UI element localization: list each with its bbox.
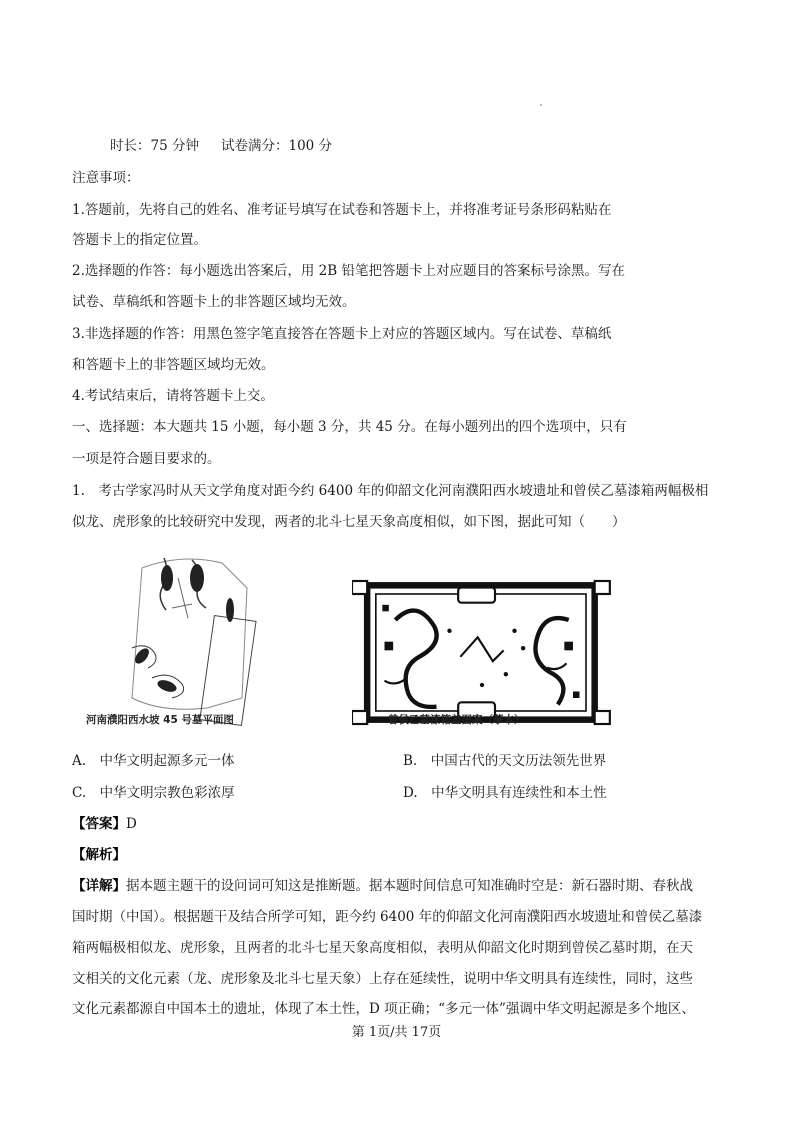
option-d[interactable]: D. 中华文明具有连续性和本土性 (403, 785, 607, 801)
detail-line: 【详解】据本题主题干的设问词可知这是推断题。据本题时间信息可知准确时空是：新石器时期、春秋战 (72, 878, 693, 894)
tomb-plan-figure (112, 548, 272, 733)
detail-line: 文相关的文化元素（龙、虎形象及北斗七星天象）上存在延续性，说明中华文明具有连续性，同时，这些 (72, 971, 693, 987)
detail-line: 文化元素都源自中国本土的遗址，体现了本土性，D 项正确；“多元一体”强调中华文明起源是多个地区、 (72, 1001, 695, 1017)
detail-line: 箱两幅极相似龙、虎形象，且两者的北斗七星天象高度相似，表明从仰韶文化时期到曾侯乙墓时期，在天 (72, 940, 693, 956)
figure-right-caption: 曾侯乙墓漆箱盖图案（摹本） (388, 714, 525, 726)
note-line: 答题卡上的指定位置。 (72, 232, 207, 248)
option-a[interactable]: A. 中华文明起源多元一体 (72, 753, 235, 769)
answer-value: D (126, 816, 137, 832)
question-stem: 1. 考古学家冯时从天文学角度对距今约 6400 年的仰韶文化河南濮阳西水坡遗址和曾侯乙墓漆箱两幅极相 (72, 483, 709, 499)
exam-meta (110, 137, 332, 155)
note-line: 3.非选择题的作答：用黑色签字笔直接答在答题卡上对应的答题区域内。写在试卷、草稿纸 (72, 326, 612, 342)
detail-label: 【详解】 (72, 878, 126, 894)
page-footer: 第 1页/共 17页 (351, 1025, 442, 1040)
notes-title: 注意事项： (72, 170, 140, 186)
duration: 时长：75 分钟 (110, 138, 199, 154)
option-b[interactable]: B. 中国古代的天文历法领先世界 (403, 753, 607, 769)
note-line: 2.选择题的作答：每小题选出答案后，用 2B 铅笔把答题卡上对应题目的答案标号涂黑。写在 (72, 263, 625, 279)
scan-dot (540, 104, 542, 106)
option-c[interactable]: C. 中华文明宗教色彩浓厚 (72, 785, 235, 801)
note-line: 1.答题前，先将自己的姓名、准考证号填写在试卷和答题卡上，并将准考证号条形码粘贴在 (72, 202, 612, 218)
note-line: 试卷、草稿纸和答题卡上的非答题区域均无效。 (72, 294, 356, 310)
detail-line: 国时期（中国）。根据题干及结合所学可知，距今约 6400 年的仰韶文化河南濮阳西水坡遗址和曾侯乙墓漆 (72, 909, 703, 925)
question-stem-cont: 似龙、虎形象的比较研究中发现，两者的北斗七星天象高度相似，如下图，据此可知（ ） (72, 514, 626, 530)
answer-label: 【答案】 (72, 816, 126, 832)
section-heading: 一、选择题：本大题共 15 小题，每小题 3 分，共 45 分。在每小题列出的四个选项中，只有 (72, 419, 627, 435)
note-line: 和答题卡上的非答题区域均无效。 (72, 357, 275, 373)
note-line: 4.考试结束后，请将答题卡上交。 (72, 388, 274, 404)
figure-left-caption: 河南濮阳西水坡 45 号墓平面图 (86, 714, 234, 726)
answer-row (72, 815, 137, 833)
analysis-label: 【解析】 (72, 847, 126, 863)
section-heading-cont: 一项是符合题目要求的。 (72, 451, 221, 467)
full-score: 试卷满分：100 分 (220, 138, 333, 154)
